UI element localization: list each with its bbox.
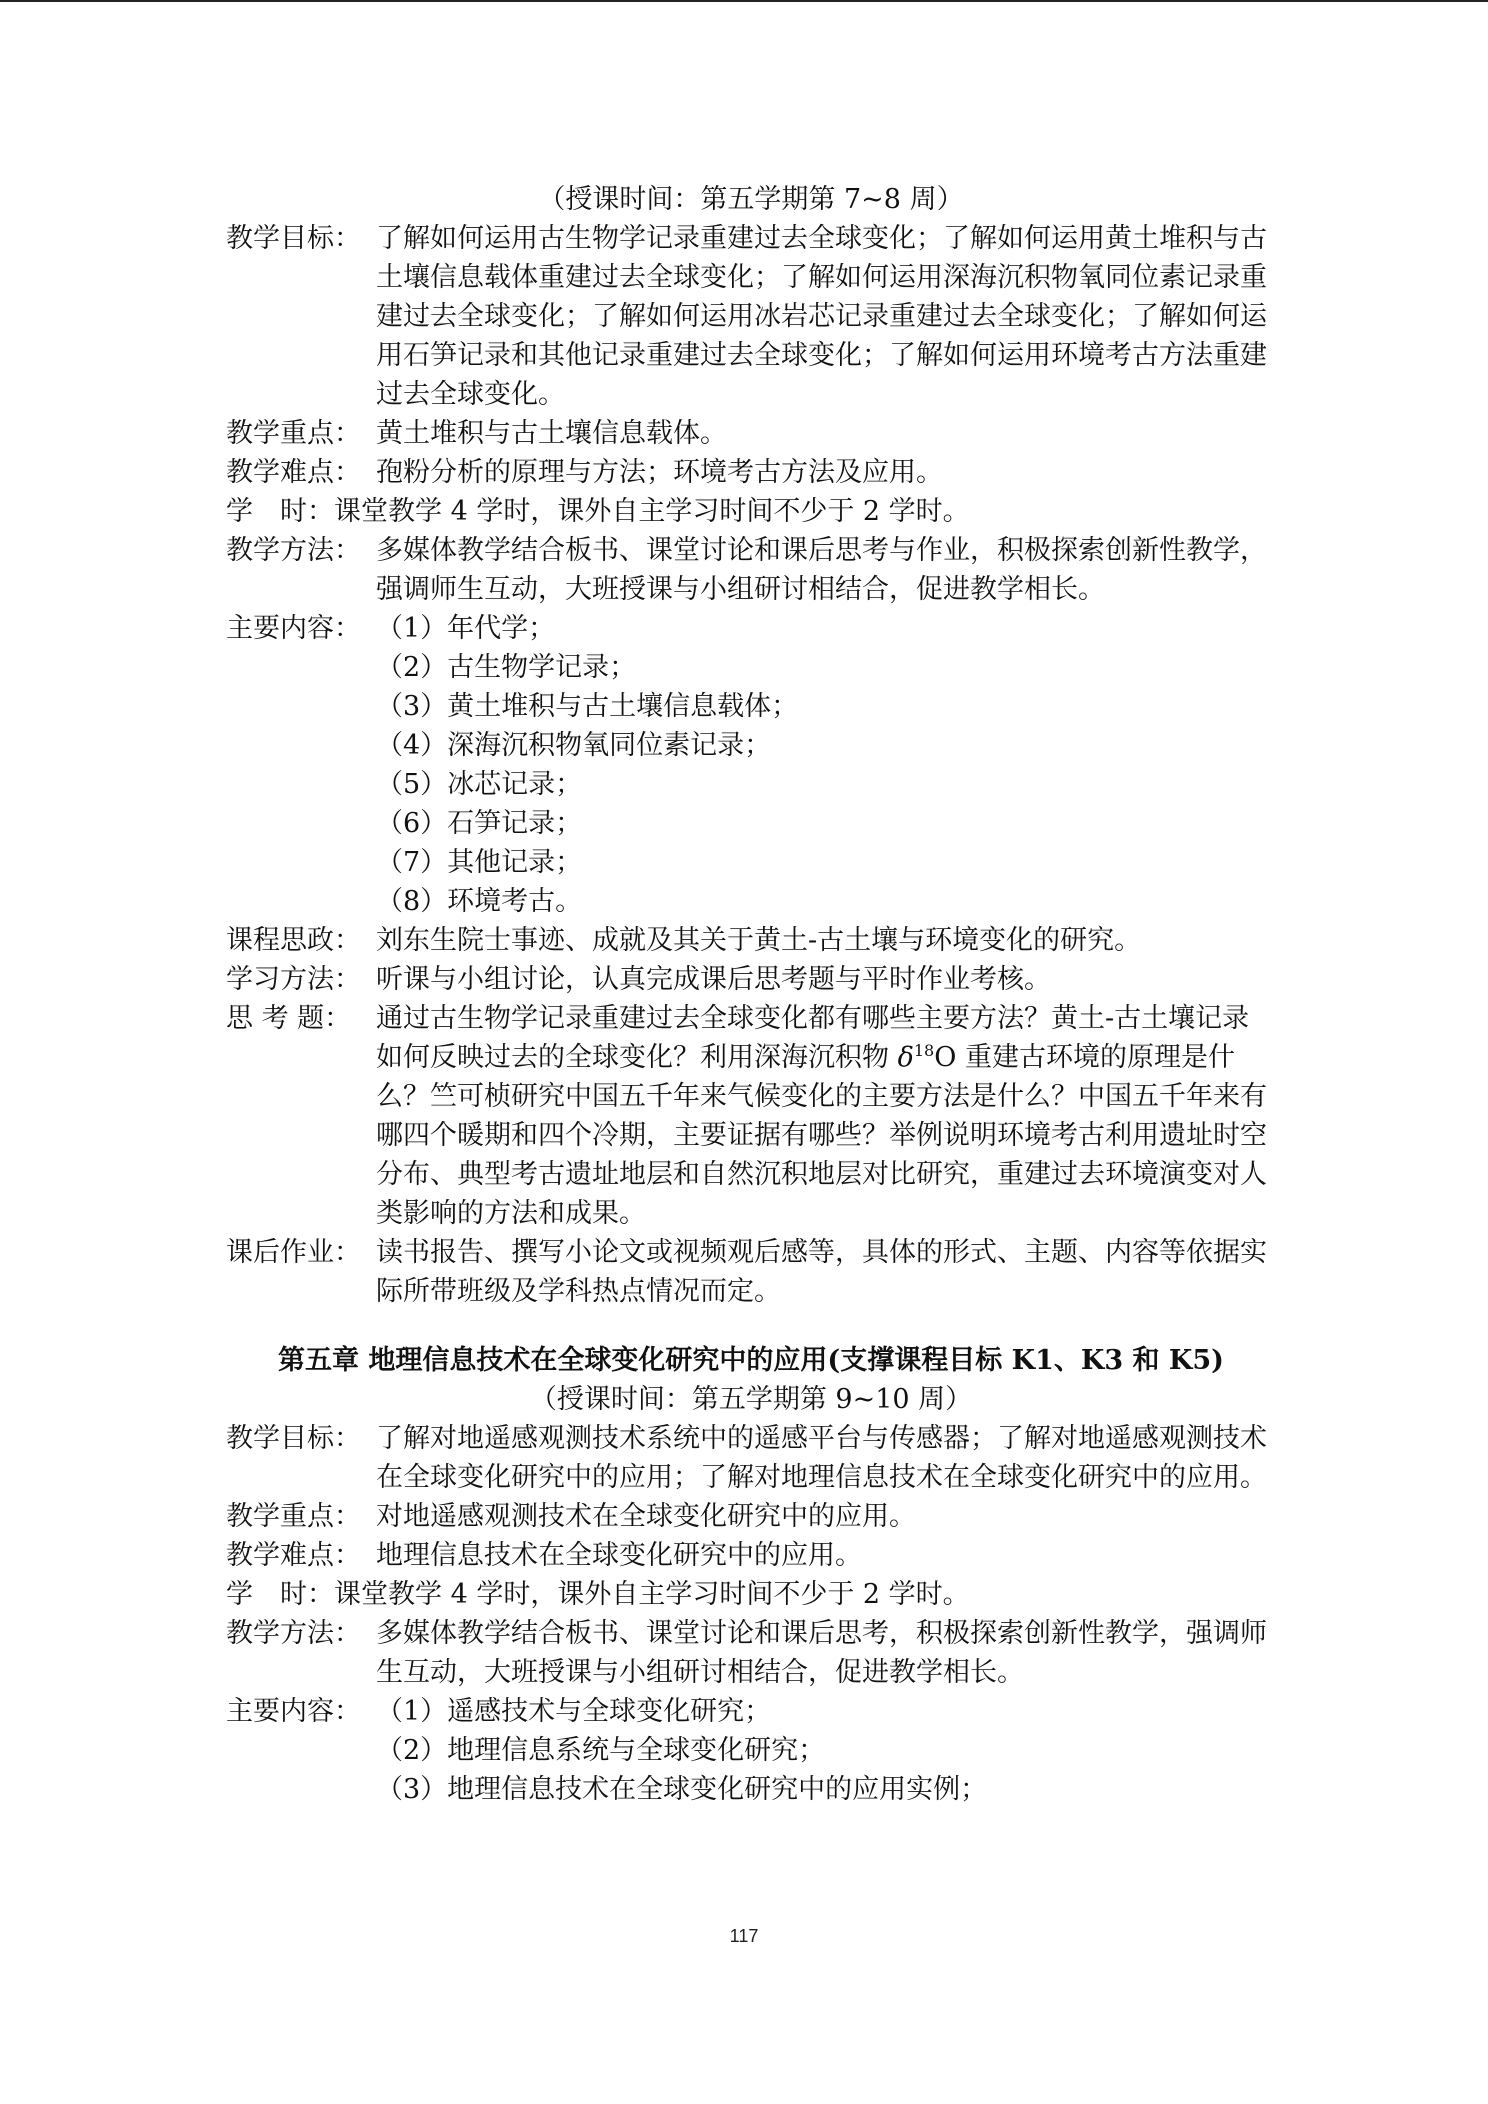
ch4-think-label: 思 考 题： bbox=[226, 1003, 352, 1034]
ch4-diff-label: 教学难点： bbox=[226, 457, 361, 488]
ch4-goal-label: 教学目标： bbox=[226, 223, 361, 254]
ch4-key-row bbox=[226, 414, 1276, 453]
ch4-key-text: 黄土堆积与古土壤信息载体。 bbox=[376, 418, 727, 449]
isotope-superscript: 18 bbox=[913, 1041, 935, 1060]
ch5-hours-text: 课堂教学 4 学时，课外自主学习时间不少于 2 学时。 bbox=[334, 1579, 970, 1610]
ch4-content-row bbox=[226, 609, 1276, 648]
ch4-method-label: 教学方法： bbox=[226, 535, 361, 566]
ch4-content-item-4: （4）深海沉积物氧同位素记录； bbox=[376, 730, 772, 761]
ch4-content-label: 主要内容： bbox=[226, 613, 361, 644]
ch4-goal-row bbox=[226, 219, 1276, 414]
ch4-study-label: 学习方法： bbox=[226, 964, 361, 995]
ch4-ideology-label: 课程思政： bbox=[226, 925, 361, 956]
ch5-content-row bbox=[226, 1692, 1276, 1731]
ch4-hours-label: 学 时： bbox=[226, 496, 334, 527]
ch4-think-row bbox=[226, 999, 1276, 1233]
ch4-homework-label: 课后作业： bbox=[226, 1237, 361, 1268]
ch4-content-list bbox=[226, 648, 1276, 921]
ch4-think-part-b: 重建古环境的原理是什么？竺可桢研究中国五千年来气候变化的主要方法是什么？中国五千年来有哪四个暖期和四个冷期，主要证据有哪些？举例说明环境考古利用遗址时空分布、典型考古遗址地层和自然沉积地层对比研究，重建过去环境演变对人类影响的方法和成果。 bbox=[376, 1042, 1267, 1229]
ch5-key-row bbox=[226, 1497, 1276, 1536]
ch4-hours-text: 课堂教学 4 学时，课外自主学习时间不少于 2 学时。 bbox=[334, 496, 970, 527]
ch4-key-label: 教学重点： bbox=[226, 418, 361, 449]
ch5-content-label: 主要内容： bbox=[226, 1696, 361, 1727]
ch5-method-label: 教学方法： bbox=[226, 1618, 361, 1649]
ch4-method-text: 多媒体教学结合板书、课堂讨论和课后思考与作业，积极探索创新性教学，强调师生互动，大班授课与小组研讨相结合，促进教学相长。 bbox=[376, 535, 1267, 605]
ch5-diff-label: 教学难点： bbox=[226, 1540, 361, 1571]
ch5-diff-text: 地理信息技术在全球变化研究中的应用。 bbox=[376, 1540, 862, 1571]
ch4-diff-text: 孢粉分析的原理与方法；环境考古方法及应用。 bbox=[376, 457, 943, 488]
ch5-teaching-time: （授课时间：第五学期第 9~10 周） bbox=[529, 1384, 973, 1415]
page-content bbox=[226, 180, 1276, 1809]
ch4-content-item-3: （3）黄土堆积与古土壤信息载体； bbox=[376, 691, 799, 722]
ch4-ideology-row bbox=[226, 921, 1276, 960]
ch4-think-part-a: 通过古生物学记录重建过去全球变化都有哪些主要方法？黄土-古土壤记录如何反映过去的全球变化？利用深海沉积物 bbox=[376, 1003, 1250, 1073]
ch4-teaching-time: （授课时间：第五学期第 7~8 周） bbox=[538, 184, 964, 215]
ch4-content-item-5: （5）冰芯记录； bbox=[376, 769, 583, 800]
ch4-content-item-2: （2）古生物学记录； bbox=[376, 652, 637, 683]
ch5-content-item-2: （2）地理信息系统与全球变化研究； bbox=[376, 1735, 826, 1766]
ch4-method-row bbox=[226, 531, 1276, 609]
ch4-think-text bbox=[376, 999, 1276, 1233]
ch4-homework-row bbox=[226, 1233, 1276, 1311]
ch5-goal-label: 教学目标： bbox=[226, 1423, 361, 1454]
ch5-key-text: 对地遥感观测技术在全球变化研究中的应用。 bbox=[376, 1501, 916, 1532]
ch5-key-label: 教学重点： bbox=[226, 1501, 361, 1532]
ch4-content-item-6: （6）石笋记录； bbox=[376, 808, 583, 839]
ch5-goal-row bbox=[226, 1419, 1276, 1497]
ch4-content-item-1: （1）年代学； bbox=[376, 613, 556, 644]
ch4-homework-text: 读书报告、撰写小论文或视频观后感等，具体的形式、主题、内容等依据实际所带班级及学科热点情况而定。 bbox=[376, 1237, 1267, 1307]
ch4-diff-row bbox=[226, 453, 1276, 492]
page-number: 117 bbox=[729, 1926, 759, 1946]
ch4-study-row bbox=[226, 960, 1276, 999]
ch5-method-text: 多媒体教学结合板书、课堂讨论和课后思考，积极探索创新性教学，强调师生互动，大班授课与小组研讨相结合，促进教学相长。 bbox=[376, 1618, 1267, 1688]
ch5-diff-row bbox=[226, 1536, 1276, 1575]
ch5-hours-row bbox=[226, 1575, 1276, 1614]
ch5-hours-label: 学 时： bbox=[226, 1579, 334, 1610]
ch5-title: 第五章 地理信息技术在全球变化研究中的应用(支撑课程目标 K1、K3 和 K5) bbox=[278, 1345, 1224, 1376]
ch5-content-item-3: （3）地理信息技术在全球变化研究中的应用实例； bbox=[376, 1774, 988, 1805]
ch5-goal-text: 了解对地遥感观测技术系统中的遥感平台与传感器；了解对地遥感观测技术在全球变化研究中的应用；了解对地理信息技术在全球变化研究中的应用。 bbox=[376, 1423, 1267, 1493]
ch4-study-text: 听课与小组讨论，认真完成课后思考题与平时作业考核。 bbox=[376, 964, 1051, 995]
ch4-content-item-7: （7）其他记录； bbox=[376, 847, 583, 878]
ch4-content-item-8: （8）环境考古。 bbox=[376, 886, 583, 917]
ch4-goal-text: 了解如何运用古生物学记录重建过去全球变化；了解如何运用黄土堆积与古土壤信息载体重建过去全球变化；了解如何运用深海沉积物氧同位素记录重建过去全球变化；了解如何运用冰岩芯记录重建过去全球变化；了解如何运用石笋记录和其他记录重建过去全球变化；了解如何运用环境考古方法重建过去全球变化。 bbox=[376, 223, 1267, 410]
delta-symbol: δ bbox=[897, 1042, 914, 1073]
ch4-ideology-text: 刘东生院士事迹、成就及其关于黄土-古土壤与环境变化的研究。 bbox=[376, 925, 1142, 956]
ch5-content-list bbox=[226, 1731, 1276, 1809]
ch5-method-row bbox=[226, 1614, 1276, 1692]
ch4-hours-row bbox=[226, 492, 1276, 531]
ch5-content-item-1: （1）遥感技术与全球变化研究； bbox=[376, 1696, 772, 1727]
oxygen-symbol: O bbox=[934, 1042, 957, 1073]
